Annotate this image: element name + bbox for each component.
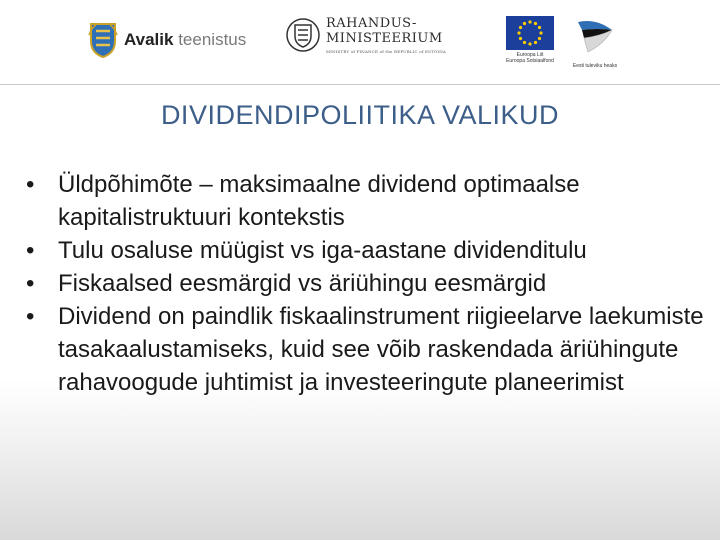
- ee-caption: Eesti tuleviku heaks: [572, 63, 618, 69]
- bullet-list: [24, 168, 714, 399]
- flag-swoosh-icon: [572, 16, 618, 56]
- bullet-dot: •: [26, 303, 35, 330]
- bullet-text: Tulu osaluse müügist vs iga-aastane dividenditulu: [58, 237, 587, 264]
- eu-social-fund-logo: [500, 16, 560, 64]
- avalik-teenistus-text: teenistus: [178, 30, 247, 49]
- eu-caption-line2: Euroopa Sotsiaalfond: [506, 58, 554, 64]
- ministry-name-line1: RAHANDUS-: [326, 16, 417, 31]
- slide-title: DIVIDENDIPOLIITIKA VALIKUD: [160, 100, 560, 130]
- bullet-item: [24, 267, 714, 300]
- bullet-text: Üldpõhimõte – maksimaalne dividend optimaalse kapitalistruktuuri kontekstis: [58, 171, 580, 231]
- bullet-text: Fiskaalsed eesmärgid vs äriühingu eesmärgid: [58, 270, 547, 297]
- estonian-coat-of-arms-icon: [88, 21, 118, 59]
- bullet-item: [24, 168, 714, 234]
- eu-flag-icon: [506, 16, 554, 50]
- avalik-bold-text: Avalik: [124, 30, 174, 49]
- rahandusministeerium-logo: [286, 16, 446, 54]
- bullet-dot: •: [26, 171, 35, 198]
- logo-header: [0, 0, 720, 85]
- ministry-name-english: MINISTRY of FINANCE of the REPUBLIC of ESTONIA: [326, 49, 446, 54]
- ministry-name-line2: MINISTEERIUM: [326, 31, 443, 46]
- eu-caption-line1: Euroopa Liit: [516, 52, 544, 58]
- bullet-dot: •: [26, 237, 35, 264]
- avalik-teenistus-logo: [88, 20, 246, 60]
- ministry-crest-icon: [286, 16, 320, 54]
- eesti-tuleviku-heaks-logo: [564, 16, 626, 69]
- bullet-dot: •: [26, 270, 35, 297]
- bullet-text: Dividend on paindlik fiskaalinstrument riigieelarve laekumiste tasakaalustamiseks, kuid see võib raskendada äriühingute rahavoogude juhtimist ja investeeringute planeerimist: [58, 303, 704, 396]
- bullet-item: [24, 234, 714, 267]
- bullet-item: [24, 300, 714, 399]
